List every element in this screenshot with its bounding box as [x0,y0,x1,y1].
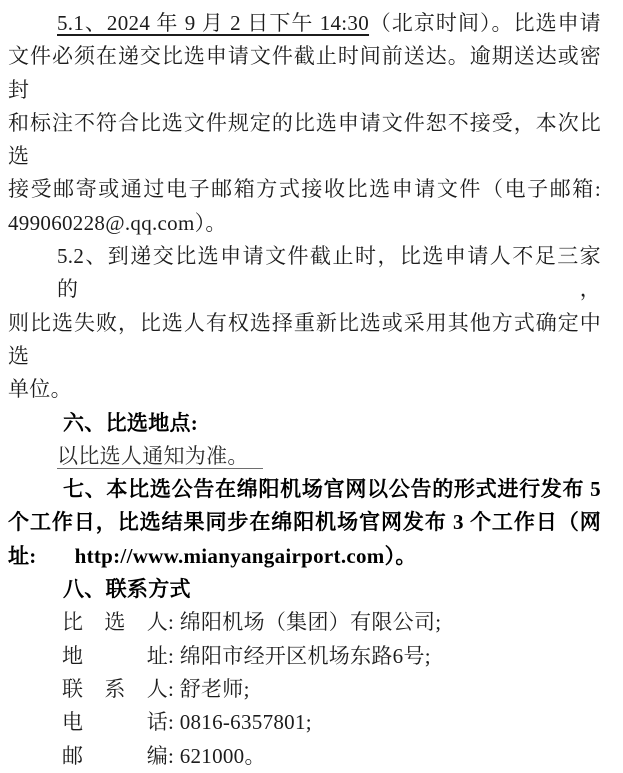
contact-label-person: 联 系 人 [62,676,168,701]
section-8-heading: 八、联系方式 [63,577,191,602]
contact-row-person [8,673,601,706]
section-7-line-3 [8,540,601,573]
contact-label-phone: 电 话 [62,710,168,735]
contact-value-bidder: 绵阳机场（集团）有限公司; [179,610,442,635]
section-7-line-2: 个工作日，比选结果同步在绵阳机场官网发布 3 个工作日（网 [8,510,601,535]
clause-5-1-line-1 [8,7,601,40]
deadline-datetime-underlined: 5.1、2024 年 9 月 2 日下午 14:30 [57,11,370,35]
email-address-line: 499060228@.qq.com）。 [8,210,227,235]
section-6-heading: 六、比选地点: [63,410,199,435]
clause-5-1-line-1-rest: （北京时间）。比选申请 [369,11,601,35]
clause-5-2-line-1: 5.2、到递交比选申请文件截止时，比选申请人不足三家的， [57,244,601,302]
contact-value-person: 舒老师; [179,676,250,701]
clause-5-2-line-3: 单位。 [8,377,72,402]
contact-colon: : [168,643,180,668]
contact-colon: : [168,743,180,768]
clause-5-2-line-2: 则比选失败，比选人有权选择重新比选或采用其他方式确定中选 [8,310,601,368]
url-line-suffix: ）。 [384,543,417,568]
contact-row-address [8,640,601,673]
clause-5-1-line-2: 文件必须在递交比选申请文件截止时间前送达。逾期送达或密封 [8,44,601,102]
url-label-prefix: 址: [8,543,37,568]
contact-value-postcode: 621000。 [179,743,266,768]
location-underlined-text: 以比选人通知为准。 [57,444,263,469]
contact-row-phone [8,706,601,739]
contact-colon: : [168,610,180,635]
official-website-url: http://www.mianyangairport.com [74,543,385,568]
contact-colon: : [168,676,180,701]
clause-5-1-line-4: 接受邮寄或通过电子邮箱方式接收比选申请文件（电子邮箱: [8,177,601,202]
contact-value-address: 绵阳市经开区机场东路6号; [179,643,431,668]
contact-value-phone: 0816-6357801; [179,710,312,735]
contact-row-postcode [8,740,601,773]
contact-label-postcode: 邮 编 [62,743,168,768]
contact-label-bidder: 比 选 人 [62,610,168,635]
section-7-line-1: 七、本比选公告在绵阳机场官网以公告的形式进行发布 5 [63,477,601,502]
section-6-content-line [8,440,601,473]
contact-label-address: 地 址 [62,643,168,668]
contact-row-bidder [8,606,601,639]
contact-colon: : [168,710,180,735]
clause-5-1-line-3: 和标注不符合比选文件规定的比选申请文件恕不接受，本次比选 [8,110,601,169]
